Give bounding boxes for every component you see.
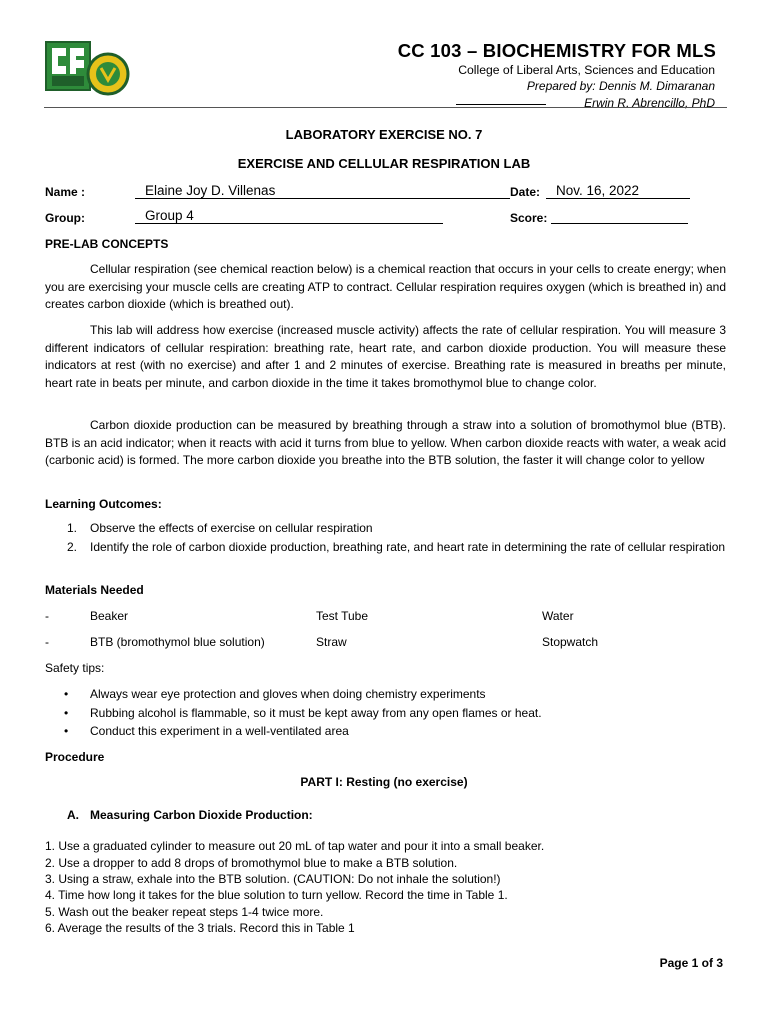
prepared-by-line-2: Erwin R. Abrencillo, PhD bbox=[584, 96, 715, 110]
name-label: Name : bbox=[45, 185, 86, 199]
outcome-number: 1. bbox=[67, 521, 78, 535]
name-field[interactable]: Elaine Joy D. Villenas bbox=[135, 182, 510, 199]
material-item: Straw bbox=[316, 635, 347, 649]
score-field[interactable] bbox=[551, 207, 688, 224]
bullet-icon: • bbox=[64, 724, 69, 738]
college-name: College of Liberal Arts, Sciences and Education bbox=[458, 63, 715, 77]
procedure-step: 4. Time how long it takes for the blue solution to turn yellow. Record the time in Table 1. bbox=[45, 888, 508, 902]
material-item: Beaker bbox=[90, 609, 129, 623]
date-label: Date: bbox=[510, 185, 541, 199]
materials-heading: Materials Needed bbox=[45, 583, 144, 597]
page-number bbox=[660, 956, 723, 970]
header-divider bbox=[44, 107, 727, 108]
procedure-step: 2. Use a dropper to add 8 drops of bromothymol blue to make a BTB solution. bbox=[45, 856, 458, 870]
material-item: Test Tube bbox=[316, 609, 369, 623]
prepared-by-line-1: Prepared by: Dennis M. Dimaranan bbox=[526, 79, 715, 93]
logo-shield bbox=[46, 42, 90, 90]
exercise-name-title: EXERCISE AND CELLULAR RESPIRATION LAB bbox=[237, 156, 531, 171]
prelab-heading: PRE-LAB CONCEPTS bbox=[45, 237, 169, 251]
logo-seal bbox=[88, 54, 128, 94]
course-title: CC 103 – BIOCHEMISTRY FOR MLS bbox=[397, 40, 716, 61]
page-total: 3 bbox=[716, 956, 723, 970]
group-label: Group: bbox=[45, 211, 85, 225]
part-title: PART I: Resting (no exercise) bbox=[300, 775, 468, 789]
material-dash: - bbox=[45, 635, 49, 649]
procedure-heading: Procedure bbox=[45, 750, 105, 764]
subsection-letter: A. bbox=[67, 808, 79, 822]
page-prefix: Page bbox=[659, 956, 692, 970]
college-logo bbox=[44, 40, 134, 96]
safety-item: Conduct this experiment in a well-ventilated area bbox=[90, 724, 349, 738]
procedure-step: 1. Use a graduated cylinder to measure out 20 mL of tap water and pour it into a small beaker. bbox=[45, 839, 545, 853]
score-label: Score: bbox=[510, 211, 548, 225]
material-item: BTB (bromothymol blue solution) bbox=[90, 635, 265, 649]
prelab-paragraph-2: This lab will address how exercise (increased muscle activity) affects the rate of cellular respiration. You will measure 3 different indicators of cellular respiration: breathing rate, heart rate, and carbon dioxide production. You will measure these indicators at rest (with no exercise) and after 1 and 2 minutes of exercise. Breathing rate is measured in breaths per minute, heart rate in beats per minute, and carbon dioxide in the time it takes bromothymol blue to change color. bbox=[45, 323, 726, 390]
prelab-paragraph-3: Carbon dioxide production can be measured by breathing through a straw into a solution of bromothymol blue (BTB). BTB is an acid indicator; when it reacts with acid it turns from blue to yellow. When carbon dioxide reacts with water, a weak acid (carbonic acid) is formed. The more carbon dioxide you breathe into the BTB solution, the faster it will change color to yellow bbox=[45, 418, 726, 467]
signature-rule bbox=[456, 104, 546, 105]
material-dash: - bbox=[45, 609, 49, 623]
date-field[interactable]: Nov. 16, 2022 bbox=[546, 182, 690, 199]
bullet-icon: • bbox=[64, 687, 69, 701]
page-current: 1 bbox=[691, 956, 699, 970]
outcome-number: 2. bbox=[67, 540, 78, 554]
exercise-number-title: LABORATORY EXERCISE NO. 7 bbox=[285, 127, 483, 142]
bullet-icon: • bbox=[64, 706, 69, 720]
procedure-step: 5. Wash out the beaker repeat steps 1-4 twice more. bbox=[45, 905, 324, 919]
page-of: of bbox=[698, 956, 717, 970]
prelab-paragraph-1: Cellular respiration (see chemical reaction below) is a chemical reaction that occurs in your cells to create energy; when you are exercising your muscle cells are creating ATP to contract. Cellular respiration requires oxygen (which is breathed in) and creates carbon dioxide (which is breathed out). bbox=[45, 262, 726, 311]
procedure-step: 6. Average the results of the 3 trials. Record this in Table 1 bbox=[45, 921, 355, 935]
outcomes-heading: Learning Outcomes: bbox=[45, 497, 162, 511]
outcome-text: Identify the role of carbon dioxide production, breathing rate, and heart rate in determining the rate of cellular respiration bbox=[90, 540, 726, 554]
procedure-step: 3. Using a straw, exhale into the BTB solution. (CAUTION: Do not inhale the solution!) bbox=[45, 872, 501, 886]
material-item: Stopwatch bbox=[542, 635, 599, 649]
group-field[interactable]: Group 4 bbox=[135, 207, 443, 224]
outcome-text: Observe the effects of exercise on cellular respiration bbox=[90, 521, 373, 535]
subsection-title: Measuring Carbon Dioxide Production: bbox=[90, 808, 313, 822]
safety-item: Always wear eye protection and gloves when doing chemistry experiments bbox=[90, 687, 486, 701]
safety-item: Rubbing alcohol is flammable, so it must be kept away from any open flames or heat. bbox=[90, 706, 542, 720]
material-item: Water bbox=[542, 609, 574, 623]
safety-heading: Safety tips: bbox=[45, 661, 105, 675]
